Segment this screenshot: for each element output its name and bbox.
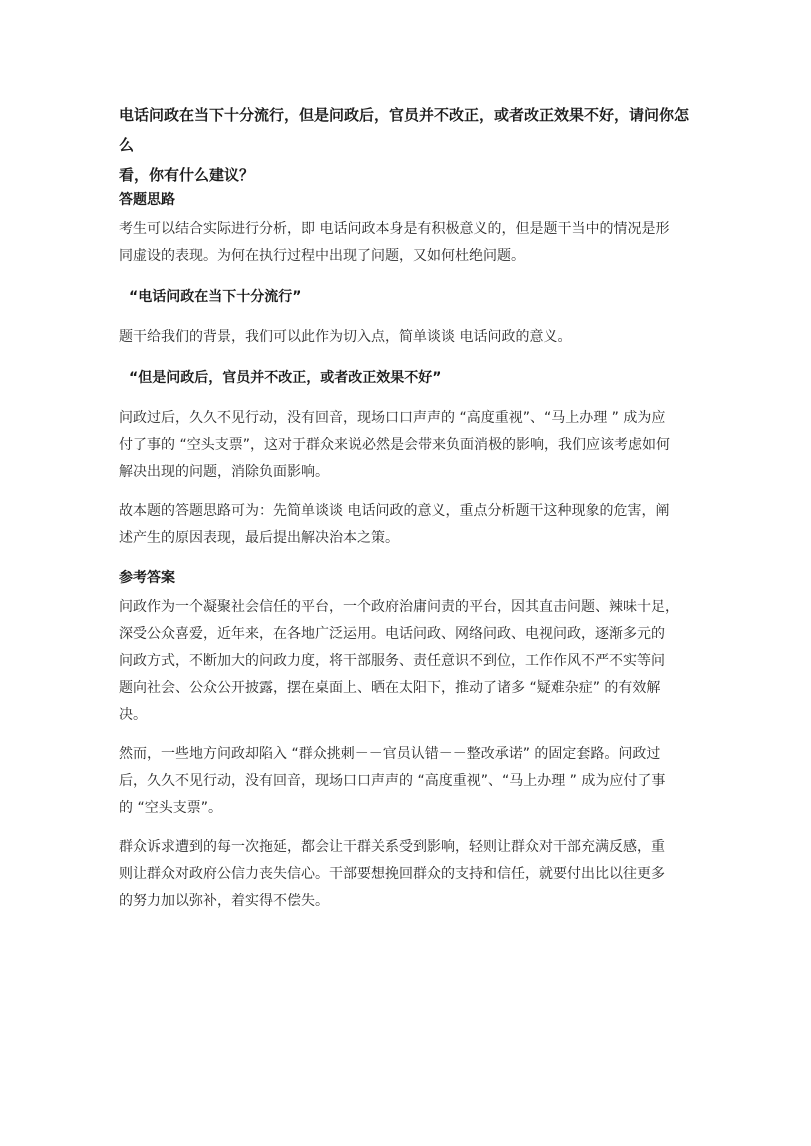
document-content [119,100,691,915]
thinking-heading: 答题思路 [119,192,175,208]
answer-p2-line-1: 然而，一些地方问政却陷入 “群众挑刺－－官员认错－－整改承诺” 的固定套路。问政过 [119,746,661,762]
answer-p1-line-2: 深受公众喜爱，近年来，在各地广泛运用。电话问政、网络问政、电视问政，逐渐多元的 [119,626,665,642]
answer-p1-line-1: 问政作为一个凝聚社会信任的平台，一个政府治庸问责的平台，因其直击问题、辣味十足， [119,599,679,615]
answer-p3-line-3: 的努力加以弥补，着实得不偿失。 [119,893,329,909]
thinking-intro-line-1: 考生可以结合实际进行分析，即 电话问政本身是有积极意义的，但是题干当中的情况是形 [119,221,670,237]
answer-p1-line-4: 题向社会、公众公开披露，摆在桌面上、晒在太阳下，推动了诸多 “疑难杂症” 的有效解 [119,680,661,696]
answer-p2-line-2: 后，久久不见行动，没有回音，现场口口声声的 “高度重视”、“马上办理 ” 成为应付了事 [119,773,666,789]
thinking-summary-line-2: 述产生的原因表现，最后提出解决治本之策。 [119,530,399,546]
thinking-quote-2: “但是问政后，官员并不改正，或者改正效果不好” [129,370,442,386]
answer-heading: 参考答案 [119,570,175,586]
thinking-summary-line-1: 故本题的答题思路可为：先简单谈谈 电话问政的意义，重点分析题干这种现象的危害，阐 [119,503,670,519]
thinking-quote-2-line-3: 解决出现的问题，消除负面影响。 [119,464,329,480]
thinking-intro-line-2: 同虚设的表现。为何在执行过程中出现了问题，又如何杜绝问题。 [119,248,525,264]
question-title-line-2: 看，你有什么建议？ [119,166,255,184]
answer-p1-line-5: 决。 [119,707,147,723]
answer-p3-line-2: 则让群众对政府公信力丧失信心。干部要想挽回群众的支持和信任，就要付出比以往更多 [119,866,665,882]
answer-p3-line-1: 群众诉求遭到的每一次拖延，都会让干群关系受到影响，轻则让群众对干部充满反感，重 [119,839,665,855]
thinking-quote-1: “电话问政在当下十分流行” [129,289,302,305]
answer-p1-line-3: 问政方式，不断加大的问政力度，将干部服务、责任意识不到位，工作作风不严不实等问 [119,653,665,669]
thinking-quote-1-text: 题干给我们的背景，我们可以此作为切入点，简单谈谈 电话问政的意义。 [119,329,572,345]
answer-p2-line-3: 的 “空头支票”。 [119,800,222,816]
thinking-quote-2-line-1: 问政过后，久久不见行动，没有回音，现场口口声声的 “高度重视”、“马上办理 ” 成为应 [119,410,666,426]
question-title-line-1: 电话问政在当下十分流行，但是问政后，官员并不改正，或者改正效果不好，请问你怎么 [119,106,690,154]
thinking-quote-2-line-2: 付了事的 “空头支票”，这对于群众来说必然是会带来负面消极的影响，我们应该考虑如何 [119,437,670,453]
